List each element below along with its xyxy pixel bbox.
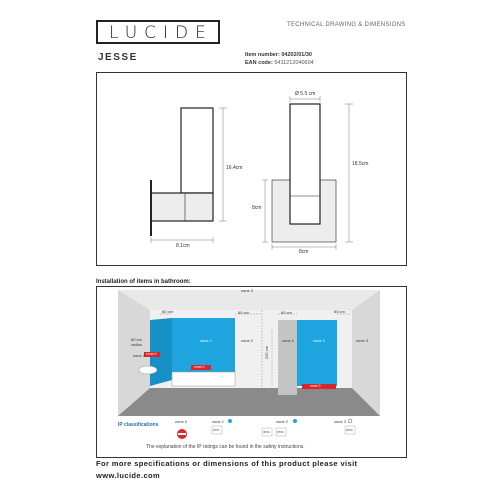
front-height-label: 18.5cm xyxy=(352,161,369,167)
bathtub xyxy=(172,372,235,386)
zone2-basin-label: zone 2 xyxy=(133,353,146,358)
footer-website-link[interactable]: www.lucide.com xyxy=(96,471,161,480)
dim-225-label: 225 cm xyxy=(264,346,269,360)
side-depth-label: 8.1cm xyxy=(176,243,190,249)
item-number-value: 04202/01/30 xyxy=(281,52,312,58)
plate-width-label: 8cm xyxy=(299,249,309,255)
dim-60-b: 60 cm xyxy=(238,310,249,315)
ip-b-label: IPX4 xyxy=(263,430,270,434)
zone1-shower-area xyxy=(297,320,337,386)
ip-zone2-label: zone 2 xyxy=(276,419,289,424)
ip-zone1-label: zone 1 xyxy=(212,419,225,424)
ip-c-label: IPX4 xyxy=(277,430,284,434)
ip-zone3-label: zone 3 xyxy=(334,419,347,424)
zone0-shower-label: zone 0 xyxy=(310,384,321,388)
zone3-right-label: zone 3 xyxy=(356,338,369,343)
floor xyxy=(118,388,380,416)
side-height-label: 16.4cm xyxy=(226,165,243,171)
dim-60-a: 60 cm xyxy=(162,309,173,314)
ip-d-label: IPX4 xyxy=(346,428,353,432)
ip-classifications-title: IP classifications xyxy=(118,422,159,428)
zone0-basin-label: zone 0 xyxy=(146,352,157,356)
zone1-bath-area xyxy=(172,318,235,380)
ip-explanation: The explanation of the IP ratings can be found in the safety instructions. xyxy=(146,444,305,450)
ip-a-label: IPX7 xyxy=(213,428,220,432)
plate-height-label: 8cm xyxy=(252,205,262,211)
zone1-dot-icon xyxy=(228,419,232,423)
dim-60-d: 60 cm xyxy=(334,309,345,314)
product-name: JESSE xyxy=(98,52,138,63)
zone3-dot-icon xyxy=(348,419,352,423)
ip-zone0-label: zone 0 xyxy=(175,419,188,424)
shade-diameter-label: Ø 5.5 cm xyxy=(295,91,316,97)
shower-wall xyxy=(278,320,297,395)
document-type: TECHNICAL DRAWING & DIMENSIONS xyxy=(287,22,406,28)
zone2-shower-label: zone 2 xyxy=(282,338,295,343)
zone0-bath-label: zone 0 xyxy=(194,365,205,369)
zone1-shower-label: zone 1 xyxy=(313,338,326,343)
ean-value: 5411212040604 xyxy=(274,60,314,66)
dim-60-radius-label: 60 cm radius xyxy=(131,337,142,347)
no-entry-icon-bar xyxy=(178,433,186,435)
brand-logo-text: LUCIDE xyxy=(109,23,213,43)
footer-info-text: For more specifications or dimensions of this product please visit xyxy=(96,459,358,468)
ean-label: EAN code: xyxy=(245,60,273,66)
bathroom-section-title: Installation of items in bathroom: xyxy=(96,279,191,285)
zone2-dot-icon xyxy=(293,419,297,423)
zone1-bath-label: zone 1 xyxy=(200,338,213,343)
zone2-bath-label: zone 2 xyxy=(241,338,254,343)
dim-60-c: 60 cm xyxy=(281,310,292,315)
washbasin xyxy=(139,366,157,374)
zone3-top-label: zone 3 xyxy=(241,288,254,293)
item-number-label: Item number: xyxy=(245,52,280,58)
ceiling xyxy=(118,290,380,310)
